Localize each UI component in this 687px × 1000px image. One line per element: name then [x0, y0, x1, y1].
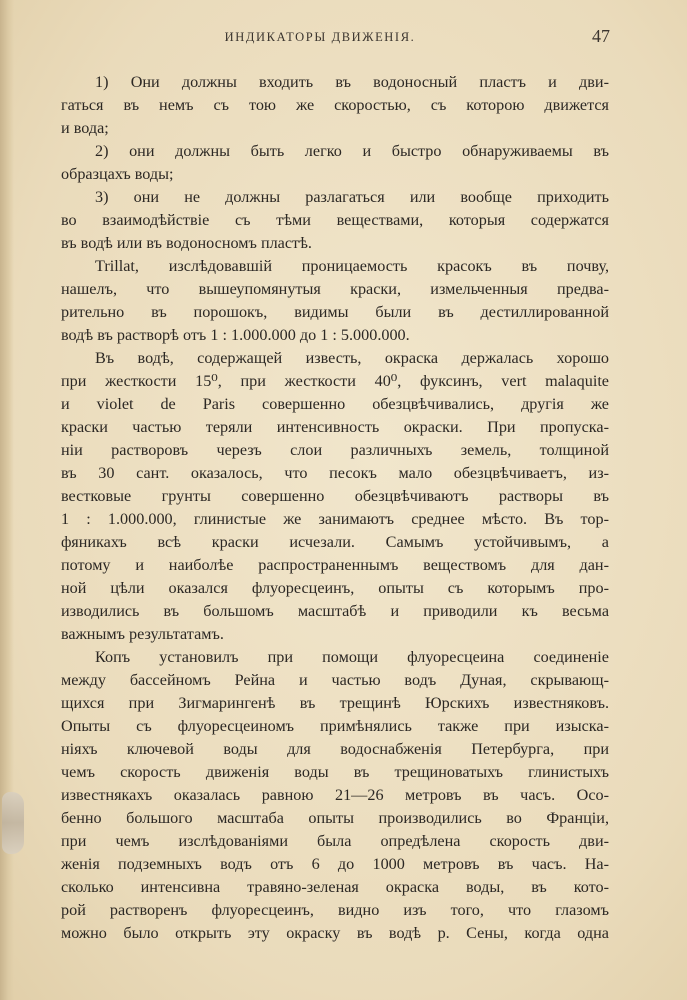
- body-text: [61, 71, 609, 945]
- running-head: ИНДИКАТОРЫ ДВИЖЕНІЯ.: [224, 30, 416, 44]
- text-line: въ водѣ или въ водоносномъ пластѣ.: [61, 234, 312, 252]
- text-line: Копъ установилъ при помощи флуоресцеина соединеніе: [95, 648, 609, 666]
- text-line: важнымъ результатамъ.: [61, 625, 224, 643]
- text-line: и violet de Paris совершенно обезцвѣчивались, другія же: [61, 395, 609, 413]
- text-line: краски частью теряли интенсивность окраски. При пропуска-: [61, 418, 609, 436]
- text-line: образцахъ воды;: [61, 165, 174, 183]
- text-line: вестковые грунты совершенно обезцвѣчиваютъ растворы въ: [61, 487, 609, 505]
- text-line: изводились въ большомъ масштабѣ и приводили къ весьма: [61, 602, 609, 620]
- text-line: известнякахъ оказалась равною 21—26 метровъ въ часъ. Осо-: [61, 786, 609, 804]
- text-line: фяникахъ всѣ краски исчезали. Самымъ устойчивымъ, а: [61, 533, 609, 551]
- text-line: ной цѣли оказался флуоресцеинъ, опыты съ которымъ про-: [61, 579, 609, 597]
- text-line: потому и наиболѣе распространеннымъ веществомъ для дан-: [61, 556, 609, 574]
- text-line: Опыты съ флуоресцеиномъ примѣнялись также при изыска-: [61, 717, 609, 735]
- text-line: рой растворенъ флуоресцеинъ, видно изъ того, что глазомъ: [61, 901, 609, 919]
- text-line: женія подземныхъ водъ отъ 6 до 1000 метровъ въ часъ. На-: [61, 855, 609, 873]
- text-line: во взаимодѣйствіе съ тѣми веществами, которыя содержатся: [61, 211, 609, 229]
- text-line: щихся при Зигмарингенѣ въ трещинѣ Юрскихъ известняковъ.: [61, 694, 609, 712]
- text-line: бенно большого масштаба опыты производились во Франціи,: [61, 809, 609, 827]
- text-line: 1) Они должны входить въ водоносный пластъ и дви-: [95, 73, 609, 91]
- text-line: водѣ въ растворѣ отъ 1 : 1.000.000 до 1 : 5.000.000.: [61, 326, 410, 344]
- text-line: и вода;: [61, 119, 109, 137]
- text-line: можно было открыть эту окраску въ водѣ р. Сены, когда одна: [61, 924, 609, 942]
- text-line: рительно въ порошокъ, видимы были въ дестиллированной: [61, 303, 609, 321]
- text-line: при чемъ изслѣдованіями была опредѣлена скорость дви-: [61, 832, 609, 850]
- text-line: 3) они не должны разлагаться или вообще приходить: [95, 188, 609, 206]
- text-line: 1 : 1.000.000, глинистые же занимаютъ среднее мѣсто. Въ тор-: [61, 510, 609, 528]
- page-number: 47: [592, 26, 610, 46]
- text-line: при жесткости 15⁰, при жесткости 40⁰, фуксинъ, vert malaquite: [61, 372, 609, 390]
- text-line: Въ водѣ, содержащей известь, окраска держалась хорошо: [95, 349, 609, 367]
- text-line: нашелъ, что вышеупомянутыя краски, измельченныя предва-: [61, 280, 609, 298]
- text-line: ніи растворовъ черезъ слои различныхъ земель, толщиной: [61, 441, 609, 459]
- text-line: ніяхъ ключевой воды для водоснабженія Петербурга, при: [61, 740, 609, 758]
- text-line: чемъ скорость движенія воды въ трещиноватыхъ глинистыхъ: [61, 763, 609, 781]
- page-header: [30, 26, 610, 50]
- binding-thread: [2, 792, 24, 854]
- text-line: между бассейномъ Рейна и частью водъ Дуная, скрывающ-: [61, 671, 609, 689]
- text-line: гаться въ немъ съ тою же скоростью, съ которою движется: [61, 96, 609, 114]
- text-line: Trillat, изслѣдовавшій проницаемость красокъ въ почву,: [95, 257, 609, 275]
- text-line: сколько интенсивна травяно-зеленая окраска воды, въ кото-: [61, 878, 609, 896]
- text-line: 2) они должны быть легко и быстро обнаруживаемы въ: [95, 142, 609, 160]
- text-line: въ 30 сант. оказалось, что песокъ мало обезцвѣчиваетъ, из-: [61, 464, 609, 482]
